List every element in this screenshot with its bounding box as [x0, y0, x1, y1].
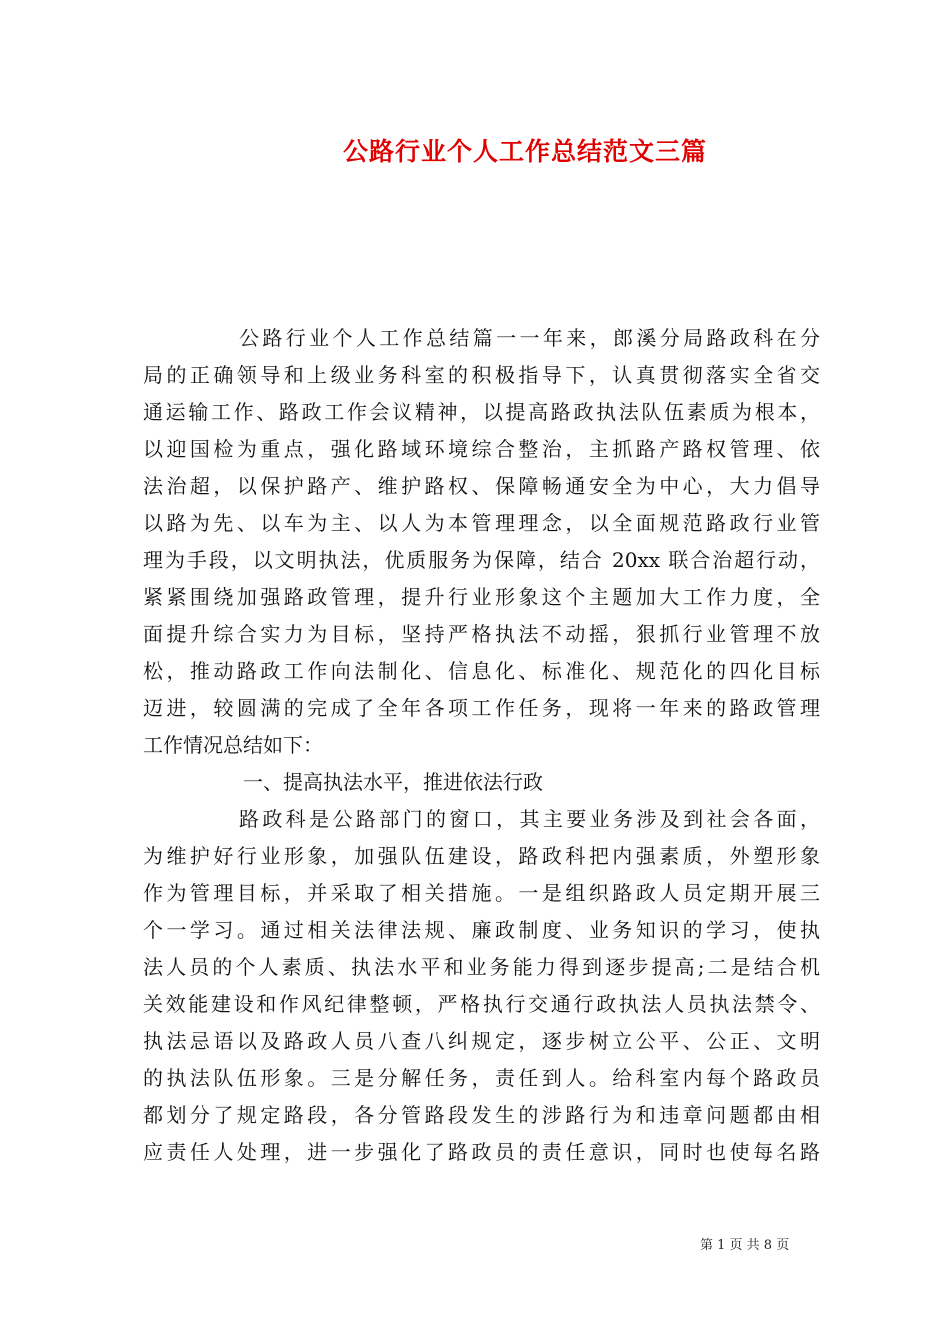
paragraph-line: 个一学习。通过相关法律法规、廉政制度、业务知识的学习，使执	[143, 918, 820, 942]
paragraph-line: 局的正确领导和上级业务科室的积极指导下，认真贯彻落实全省交	[143, 363, 820, 387]
paragraph-line: 公路行业个人工作总结篇一一年来，郎溪分局路政科在分	[239, 326, 820, 350]
paragraph-line: 的执法队伍形象。三是分解任务，责任到人。给科室内每个路政员	[143, 1066, 820, 1090]
paragraph-line: 关效能建设和作风纪律整顿，严格执行交通行政执法人员执法禁令、	[143, 992, 820, 1016]
paragraph-line: 紧紧围绕加强路政管理，提升行业形象这个主题加大工作力度，全	[143, 585, 820, 609]
document-title: 公路行业个人工作总结范文三篇	[342, 137, 707, 166]
paragraph-line: 路政科是公路部门的窗口，其主要业务涉及到社会各面，	[239, 807, 820, 831]
document-body	[143, 320, 820, 1171]
paragraph-line: 应责任人处理，进一步强化了路政员的责任意识，同时也使每名路	[143, 1140, 820, 1164]
paragraph-line: 迈进，较圆满的完成了全年各项工作任务，现将一年来的路政管理	[143, 696, 820, 720]
paragraph-line: 法治超，以保护路产、维护路权、保障畅通安全为中心，大力倡导	[143, 474, 820, 498]
section-heading: 一、提高执法水平，推进依法行政	[243, 770, 543, 794]
paragraph-line: 面提升综合实力为目标，坚持严格执法不动摇，狠抓行业管理不放	[143, 622, 820, 646]
paragraph-line: 以迎国检为重点，强化路域环境综合整治，主抓路产路权管理、依	[143, 437, 820, 461]
paragraph-line: 通运输工作、路政工作会议精神，以提高路政执法队伍素质为根本，	[143, 400, 820, 424]
paragraph-line: 都划分了规定路段，各分管路段发生的涉路行为和违章问题都由相	[143, 1103, 820, 1127]
paragraph-line: 执法忌语以及路政人员八查八纠规定，逐步树立公平、公正、文明	[143, 1029, 820, 1053]
paragraph-line: 以路为先、以车为主、以人为本管理理念，以全面规范路政行业管	[143, 511, 820, 535]
paragraph-line: 松，推动路政工作向法制化、信息化、标准化、规范化的四化目标	[143, 659, 820, 683]
paragraph-line: 理为手段，以文明执法，优质服务为保障，结合 20xx 联合治超行动，	[143, 548, 820, 572]
paragraph-line: 作为管理目标，并采取了相关措施。一是组织路政人员定期开展三	[143, 881, 820, 905]
paragraph-line: 工作情况总结如下：	[143, 733, 323, 757]
page-number-footer: 第 1 页 共 8 页	[700, 1238, 790, 1253]
paragraph-line: 法人员的个人素质、执法水平和业务能力得到逐步提高;二是结合机	[143, 955, 820, 979]
paragraph-line: 为维护好行业形象，加强队伍建设，路政科把内强素质，外塑形象	[143, 844, 820, 868]
